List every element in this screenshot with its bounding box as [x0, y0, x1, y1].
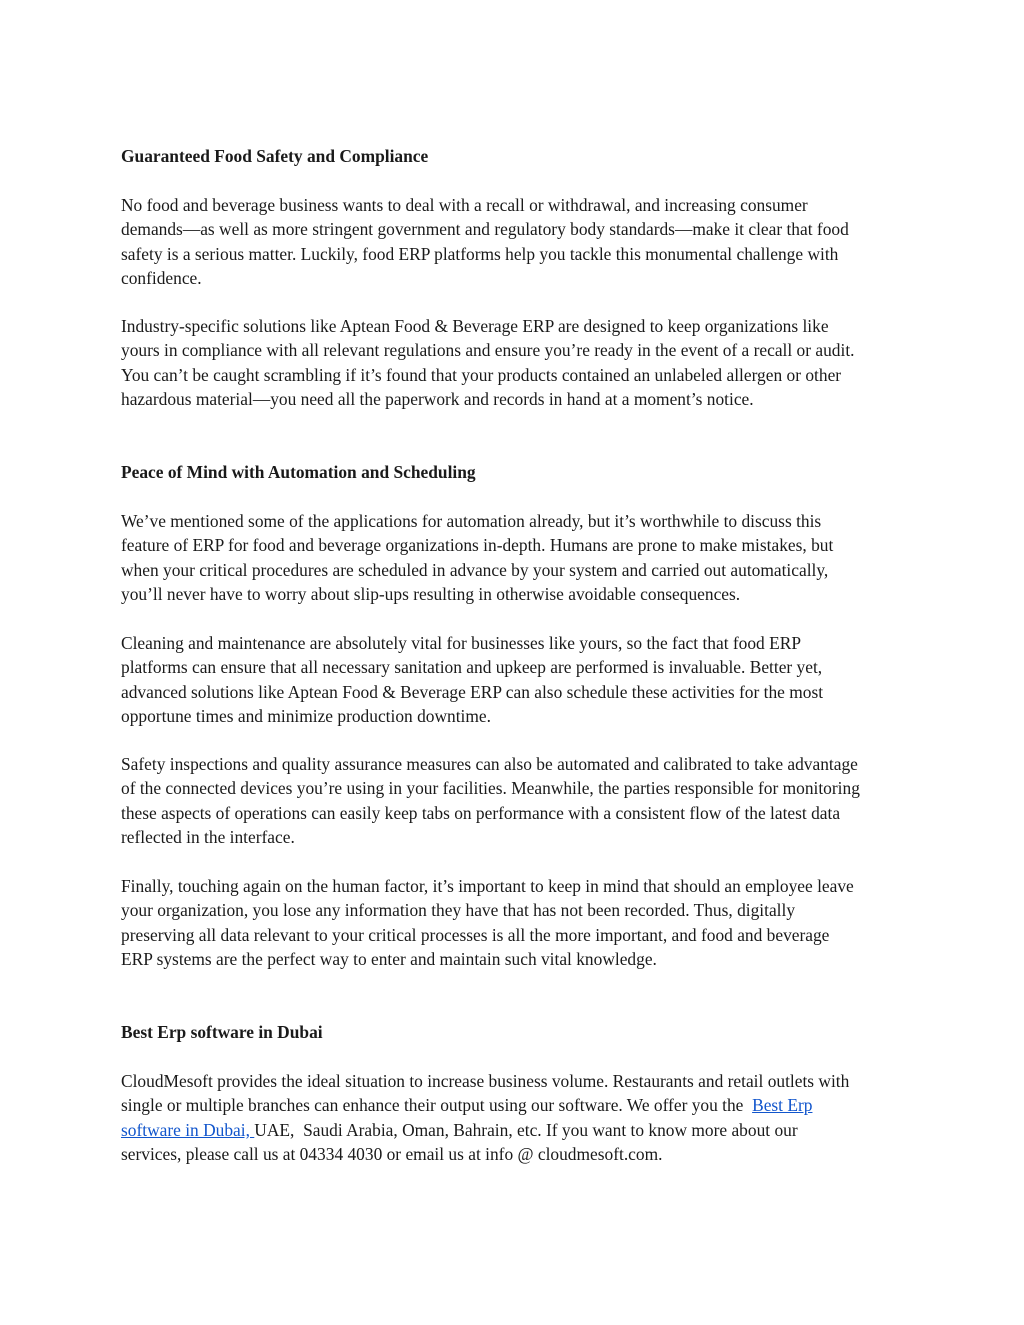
text-line: opportune times and minimize production downtime. — [121, 706, 491, 727]
text-line: feature of ERP for food and beverage organizations in-depth. Humans are prone to make mistakes, but — [121, 535, 834, 556]
text-fragment: UAE, Saudi Arabia, Oman, Bahrain, etc. If you want to know more about our — [254, 1119, 798, 1140]
section-heading-automation: Peace of Mind with Automation and Scheduling — [121, 462, 476, 482]
paragraph-cloudmesoft — [121, 1069, 911, 1167]
text-line: Cleaning and maintenance are absolutely vital for businesses like yours, so the fact that food ERP — [121, 633, 801, 653]
text-line: No food and beverage business wants to deal with a recall or withdrawal, and increasing consumer — [121, 195, 808, 215]
text-line: platforms can ensure that all necessary sanitation and upkeep are performed is invaluable. Better yet, — [121, 657, 823, 678]
paragraph-compliance — [121, 314, 911, 412]
text-line: services, please call us at 04334 4030 or email us at info @ cloudmesoft.com. — [121, 1144, 663, 1165]
text-fragment: single or multiple branches can enhance their output using our software. We offer you the — [121, 1095, 753, 1116]
paragraph-cleaning — [121, 631, 911, 729]
best-erp-link[interactable]: Best Erp — [752, 1095, 813, 1116]
text-line: reflected in the interface. — [121, 827, 295, 848]
text-line: CloudMesoft provides the ideal situation to increase business volume. Restaurants and retail outlets with — [121, 1071, 850, 1091]
text-line: you’ll never have to worry about slip-ups resulting in otherwise avoidable consequences. — [121, 584, 741, 605]
text-line: your organization, you lose any information they have that has not been recorded. Thus, digitally — [121, 900, 796, 921]
paragraph-safety-inspections — [121, 752, 911, 850]
text-line: ERP systems are the perfect way to enter and maintain such vital knowledge. — [121, 949, 657, 970]
text-line: demands—as well as more stringent government and regulatory body standards—make it clear that food — [121, 219, 849, 240]
text-line: Finally, touching again on the human factor, it’s important to keep in mind that should an employee leave — [121, 876, 854, 896]
text-line: yours in compliance with all relevant regulations and ensure you’re ready in the event of a recall or audit. — [121, 340, 855, 361]
paragraph-automation-intro — [121, 509, 911, 607]
text-line: hazardous material—you need all the paperwork and records in hand at a moment’s notice. — [121, 389, 754, 410]
text-line: these aspects of operations can easily keep tabs on performance with a consistent flow of the latest data — [121, 802, 841, 823]
paragraph-human-factor — [121, 874, 911, 972]
text-line: advanced solutions like Aptean Food & Beverage ERP can also schedule these activities for the most — [121, 681, 824, 702]
text-line: confidence. — [121, 268, 202, 289]
text-line: preserving all data relevant to your critical processes is all the more important, and food and beverage — [121, 924, 830, 945]
text-line: Safety inspections and quality assurance measures can also be automated and calibrated to take advantage — [121, 754, 858, 774]
section-heading-food-safety: Guaranteed Food Safety and Compliance — [121, 146, 429, 166]
text-line: We’ve mentioned some of the applications for automation already, but it’s worthwhile to discuss this — [121, 511, 822, 531]
text-line: You can’t be caught scrambling if it’s found that your products contained an unlabeled allergen or other — [121, 364, 842, 385]
text-line: Industry-specific solutions like Aptean Food & Beverage ERP are designed to keep organizations like — [121, 316, 829, 336]
text-line: of the connected devices you’re using in your facilities. Meanwhile, the parties responsible for monitoring — [121, 778, 860, 799]
text-line — [121, 1093, 911, 1117]
best-erp-link-continued[interactable]: software in Dubai, — [121, 1119, 255, 1140]
text-line: when your critical procedures are scheduled in advance by your system and carried out automatically, — [121, 559, 829, 580]
text-line — [121, 1118, 911, 1142]
section-heading-best-erp: Best Erp software in Dubai — [121, 1022, 323, 1042]
text-line: safety is a serious matter. Luckily, food ERP platforms help you tackle this monumental challenge with — [121, 243, 839, 264]
paragraph-recall-intro — [121, 193, 911, 291]
